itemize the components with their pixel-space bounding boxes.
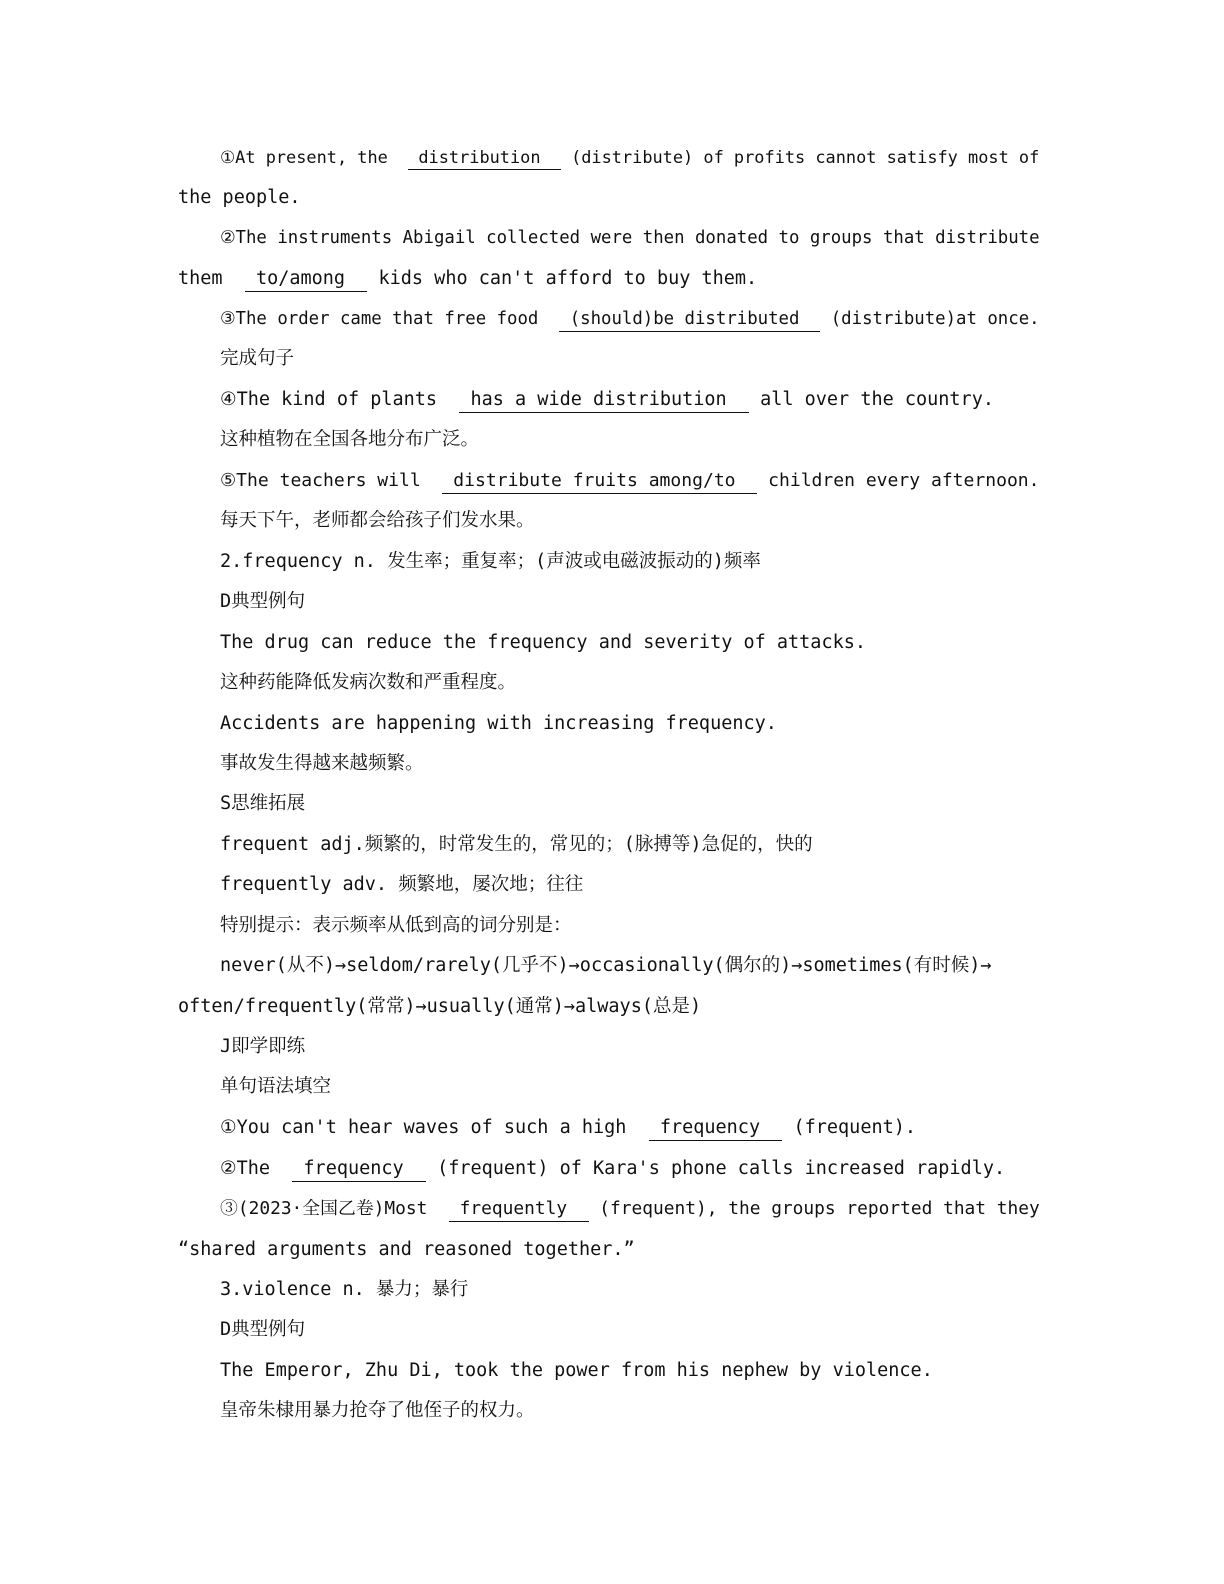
answer-blank: distribute fruits among/to	[442, 469, 757, 494]
answer-blank: to/among	[245, 267, 368, 292]
text-line: “shared arguments and reasoned together.”	[178, 1239, 635, 1260]
answer-blank: frequently	[449, 1197, 589, 1222]
exercise-line	[0, 1114, 1224, 1142]
sentence-text: ⑤The teachers will	[220, 470, 443, 491]
vocab-heading: 2.frequency n. 发生率；重复率；(声波或电磁波振动的)频率	[220, 551, 761, 572]
translation-line: 这种植物在全国各地分布广泛。	[220, 429, 480, 450]
sentence-text: kids who can't afford to buy them.	[367, 268, 758, 289]
sentence-text: ③The order came that free food	[220, 309, 560, 329]
answer-blank: distribution	[408, 145, 561, 170]
text-line: frequent adj.频繁的，时常发生的，常见的；(脉搏等)急促的，快的	[220, 834, 813, 855]
sentence-text: (frequent).	[782, 1117, 917, 1138]
translation-line: 每天下午，老师都会给孩子们发水果。	[220, 510, 535, 531]
text-line: frequently adv. 频繁地，屡次地；往往	[220, 874, 584, 895]
exercise-line	[0, 386, 1224, 414]
exercise-line	[0, 143, 1224, 171]
translation-line: 皇帝朱棣用暴力抢夺了他侄子的权力。	[220, 1400, 535, 1421]
text-line: the people.	[178, 187, 301, 208]
section-heading: 完成句子	[220, 348, 295, 369]
text-line: never(从不)→seldom/rarely(几乎不)→occasionally(偶尔的)→sometimes(有时候)→	[220, 955, 992, 976]
exercise-line: ②The instruments Abigail collected were then donated to groups that distribute	[220, 228, 1040, 248]
sentence-text: all over the country.	[748, 389, 994, 410]
sentence-text: (distribute)at once.	[820, 309, 1040, 329]
section-heading: D典型例句	[220, 591, 306, 612]
answer-blank: frequency	[649, 1116, 783, 1141]
example-sentence: Accidents are happening with increasing frequency.	[220, 713, 777, 734]
sentence-text: children every afternoon.	[757, 470, 1040, 491]
text-line: often/frequently(常常)→usually(通常)→always(总是)	[178, 996, 702, 1017]
translation-line: 事故发生得越来越频繁。	[220, 753, 424, 774]
sentence-text: (frequent), the groups reported that they	[588, 1198, 1040, 1219]
sentence-text: (distribute) of profits cannot satisfy most of	[560, 147, 1040, 167]
answer-blank: has a wide distribution	[459, 388, 749, 413]
exercise-line	[0, 1195, 1224, 1223]
sentence-text: ③(2023·全国乙卷)Most	[220, 1198, 449, 1219]
exercise-line	[0, 467, 1224, 495]
vocab-heading: 3.violence n. 暴力；暴行	[220, 1279, 469, 1300]
section-heading: D典型例句	[220, 1319, 306, 1340]
sentence-text: ①You can't hear waves of such a high	[220, 1117, 649, 1138]
example-sentence: The Emperor, Zhu Di, took the power from his nephew by violence.	[220, 1360, 933, 1381]
section-heading: 单句语法填空	[220, 1076, 332, 1097]
example-sentence: The drug can reduce the frequency and severity of attacks.	[220, 632, 867, 653]
answer-blank: (should)be distributed	[559, 307, 820, 332]
sentence-text: ②The	[220, 1158, 293, 1179]
sentence-text: them	[178, 268, 245, 289]
exercise-line	[0, 1155, 1224, 1183]
sentence-text: ①At present, the	[220, 147, 409, 167]
translation-line: 这种药能降低发病次数和严重程度。	[220, 672, 517, 693]
text-line: 特别提示：表示频率从低到高的词分别是：	[220, 915, 572, 936]
exercise-line	[0, 305, 1224, 333]
section-heading: J即学即练	[220, 1036, 306, 1057]
sentence-text: ④The kind of plants	[220, 389, 460, 410]
exercise-line	[0, 265, 1224, 293]
sentence-text: (frequent) of Kara's phone calls increased rapidly.	[425, 1158, 1006, 1179]
section-heading: S思维拓展	[220, 793, 306, 814]
answer-blank: frequency	[292, 1157, 426, 1182]
